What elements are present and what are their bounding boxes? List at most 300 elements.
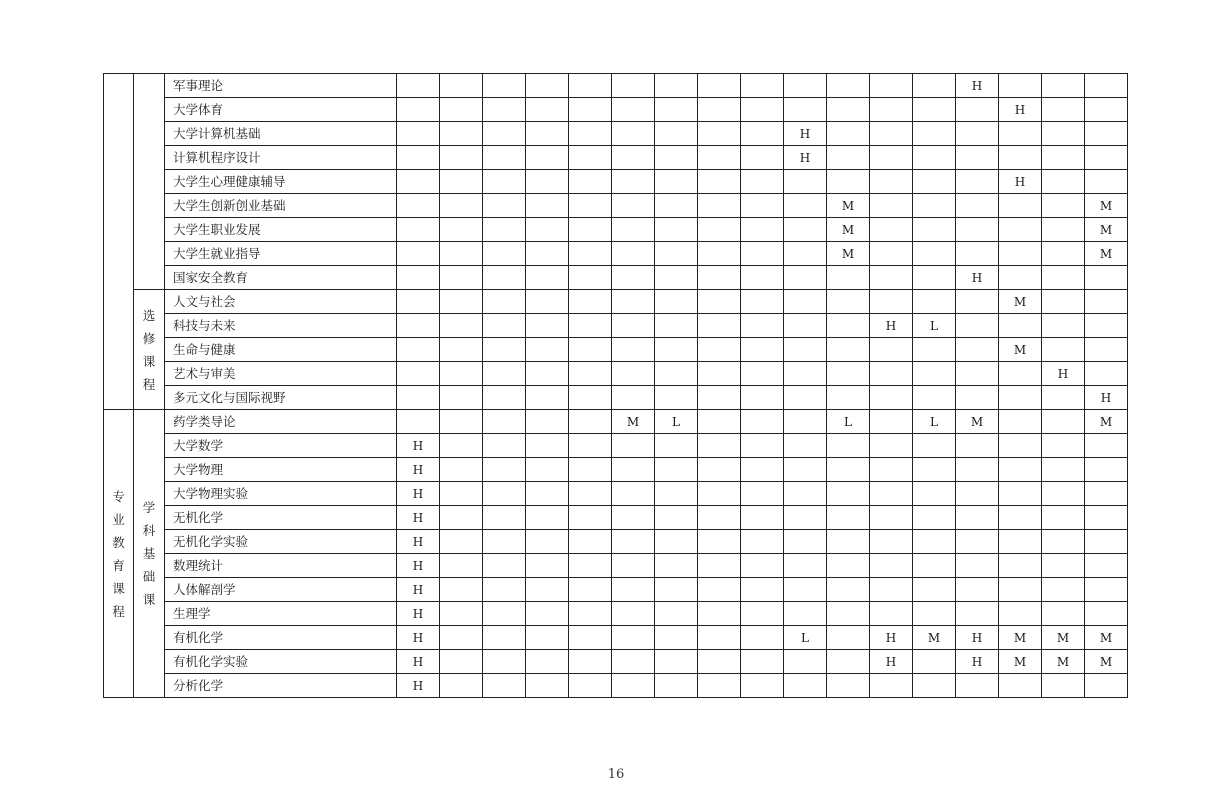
requirement-mark-cell: M bbox=[1085, 410, 1128, 434]
requirement-mark-cell bbox=[440, 98, 483, 122]
requirement-mark-cell bbox=[612, 578, 655, 602]
requirement-mark-cell: H bbox=[1042, 362, 1085, 386]
requirement-mark-cell bbox=[1085, 506, 1128, 530]
requirement-mark-cell bbox=[1085, 98, 1128, 122]
requirement-mark-cell bbox=[698, 290, 741, 314]
requirement-mark-cell: H bbox=[397, 626, 440, 650]
requirement-mark-cell bbox=[956, 482, 999, 506]
requirement-mark-cell bbox=[440, 170, 483, 194]
requirement-mark-cell bbox=[655, 194, 698, 218]
requirement-mark-cell bbox=[612, 122, 655, 146]
table-row bbox=[104, 674, 1128, 698]
table-row bbox=[104, 578, 1128, 602]
table-row bbox=[104, 506, 1128, 530]
course-name: 大学物理实验 bbox=[165, 482, 397, 506]
requirement-mark-cell bbox=[784, 674, 827, 698]
requirement-mark-cell bbox=[655, 578, 698, 602]
requirement-mark-cell bbox=[741, 482, 784, 506]
requirement-mark-cell bbox=[526, 242, 569, 266]
requirement-mark-cell bbox=[483, 146, 526, 170]
requirement-mark-cell bbox=[569, 626, 612, 650]
requirement-mark-cell bbox=[397, 314, 440, 338]
group-label-char: 专 bbox=[112, 488, 125, 504]
requirement-mark-cell bbox=[483, 482, 526, 506]
requirement-mark-cell bbox=[698, 122, 741, 146]
table-row bbox=[104, 314, 1128, 338]
professional-education-group-cell bbox=[104, 410, 134, 698]
requirement-mark-cell bbox=[827, 674, 870, 698]
requirement-mark-cell bbox=[827, 626, 870, 650]
requirement-mark-cell bbox=[956, 386, 999, 410]
requirement-mark-cell bbox=[741, 194, 784, 218]
requirement-mark-cell bbox=[612, 482, 655, 506]
course-name: 生理学 bbox=[165, 602, 397, 626]
requirement-mark-cell bbox=[913, 674, 956, 698]
requirement-mark-cell: H bbox=[999, 98, 1042, 122]
requirement-mark-cell bbox=[870, 386, 913, 410]
requirement-mark-cell: H bbox=[870, 650, 913, 674]
requirement-mark-cell bbox=[440, 194, 483, 218]
requirement-mark-cell bbox=[999, 74, 1042, 98]
requirement-mark-cell bbox=[741, 674, 784, 698]
group-label-char: 课 bbox=[142, 353, 156, 369]
requirement-mark-cell bbox=[741, 170, 784, 194]
requirement-mark-cell bbox=[1085, 266, 1128, 290]
requirement-mark-cell bbox=[397, 98, 440, 122]
requirement-mark-cell bbox=[913, 170, 956, 194]
table-row bbox=[104, 170, 1128, 194]
requirement-mark-cell bbox=[526, 218, 569, 242]
requirement-mark-cell bbox=[870, 506, 913, 530]
requirement-mark-cell bbox=[784, 194, 827, 218]
requirement-mark-cell bbox=[569, 410, 612, 434]
requirement-mark-cell bbox=[741, 602, 784, 626]
requirement-mark-cell bbox=[827, 362, 870, 386]
requirement-mark-cell bbox=[784, 482, 827, 506]
requirement-mark-cell bbox=[999, 530, 1042, 554]
group-label-char: 程 bbox=[142, 376, 156, 392]
requirement-mark-cell bbox=[569, 362, 612, 386]
requirement-mark-cell bbox=[655, 458, 698, 482]
requirement-mark-cell bbox=[526, 434, 569, 458]
requirement-mark-cell bbox=[569, 602, 612, 626]
requirement-mark-cell bbox=[913, 530, 956, 554]
requirement-mark-cell bbox=[827, 98, 870, 122]
requirement-mark-cell bbox=[870, 74, 913, 98]
requirement-mark-cell bbox=[870, 530, 913, 554]
requirement-mark-cell bbox=[440, 386, 483, 410]
requirement-mark-cell bbox=[913, 242, 956, 266]
requirement-mark-cell bbox=[698, 650, 741, 674]
requirement-mark-cell bbox=[741, 578, 784, 602]
requirement-mark-cell bbox=[440, 506, 483, 530]
requirement-mark-cell bbox=[440, 122, 483, 146]
requirement-mark-cell bbox=[741, 122, 784, 146]
requirement-mark-cell bbox=[870, 578, 913, 602]
requirement-mark-cell bbox=[870, 266, 913, 290]
requirement-mark-cell bbox=[956, 338, 999, 362]
table-row bbox=[104, 146, 1128, 170]
requirement-mark-cell: L bbox=[913, 410, 956, 434]
requirement-mark-cell bbox=[913, 362, 956, 386]
requirement-mark-cell bbox=[784, 458, 827, 482]
requirement-mark-cell bbox=[655, 674, 698, 698]
requirement-mark-cell bbox=[655, 482, 698, 506]
requirement-mark-cell bbox=[612, 266, 655, 290]
requirement-mark-cell bbox=[827, 266, 870, 290]
requirement-mark-cell bbox=[655, 314, 698, 338]
requirement-mark-cell bbox=[913, 434, 956, 458]
course-name: 军事理论 bbox=[165, 74, 397, 98]
requirement-mark-cell bbox=[440, 314, 483, 338]
requirement-mark-cell bbox=[999, 578, 1042, 602]
requirement-mark-cell bbox=[526, 458, 569, 482]
requirement-mark-cell bbox=[999, 506, 1042, 530]
requirement-mark-cell bbox=[483, 122, 526, 146]
requirement-mark-cell bbox=[569, 242, 612, 266]
requirement-mark-cell bbox=[612, 290, 655, 314]
requirement-mark-cell bbox=[784, 338, 827, 362]
requirement-mark-cell bbox=[483, 674, 526, 698]
requirement-mark-cell bbox=[655, 170, 698, 194]
requirement-mark-cell: M bbox=[1085, 218, 1128, 242]
requirement-mark-cell: M bbox=[999, 338, 1042, 362]
requirement-mark-cell: L bbox=[827, 410, 870, 434]
course-name: 无机化学实验 bbox=[165, 530, 397, 554]
table-row bbox=[104, 290, 1128, 314]
requirement-mark-cell bbox=[870, 554, 913, 578]
table-row bbox=[104, 530, 1128, 554]
requirement-mark-cell bbox=[698, 674, 741, 698]
requirement-mark-cell bbox=[569, 146, 612, 170]
requirement-mark-cell bbox=[827, 74, 870, 98]
requirement-mark-cell bbox=[741, 218, 784, 242]
requirement-mark-cell bbox=[741, 434, 784, 458]
requirement-mark-cell bbox=[483, 362, 526, 386]
requirement-mark-cell bbox=[956, 98, 999, 122]
requirement-mark-cell bbox=[999, 194, 1042, 218]
requirement-mark-cell bbox=[397, 194, 440, 218]
requirement-mark-cell bbox=[1042, 578, 1085, 602]
requirement-mark-cell bbox=[784, 530, 827, 554]
requirement-mark-cell bbox=[569, 98, 612, 122]
requirement-mark-cell bbox=[655, 434, 698, 458]
requirement-mark-cell bbox=[483, 578, 526, 602]
requirement-mark-cell: H bbox=[397, 434, 440, 458]
requirement-mark-cell: H bbox=[956, 626, 999, 650]
requirement-mark-cell bbox=[526, 290, 569, 314]
requirement-mark-cell bbox=[612, 170, 655, 194]
elective-subgroup-cell bbox=[134, 290, 165, 410]
requirement-mark-cell bbox=[741, 530, 784, 554]
requirement-mark-cell bbox=[913, 458, 956, 482]
course-name: 多元文化与国际视野 bbox=[165, 386, 397, 410]
requirement-mark-cell bbox=[397, 170, 440, 194]
requirement-mark-cell bbox=[784, 506, 827, 530]
course-name: 计算机程序设计 bbox=[165, 146, 397, 170]
requirement-mark-cell bbox=[956, 242, 999, 266]
requirement-mark-cell: H bbox=[397, 554, 440, 578]
requirement-mark-cell bbox=[827, 146, 870, 170]
requirement-mark-cell bbox=[827, 602, 870, 626]
requirement-mark-cell bbox=[827, 122, 870, 146]
requirement-mark-cell: L bbox=[784, 626, 827, 650]
requirement-mark-cell bbox=[526, 506, 569, 530]
group-label-char: 修 bbox=[142, 330, 156, 346]
requirement-mark-cell bbox=[741, 314, 784, 338]
requirement-mark-cell bbox=[1042, 194, 1085, 218]
requirement-mark-cell bbox=[870, 122, 913, 146]
requirement-mark-cell bbox=[612, 554, 655, 578]
requirement-mark-cell bbox=[913, 506, 956, 530]
course-name: 有机化学 bbox=[165, 626, 397, 650]
requirement-mark-cell bbox=[397, 242, 440, 266]
requirement-mark-cell bbox=[612, 458, 655, 482]
requirement-mark-cell bbox=[569, 74, 612, 98]
requirement-mark-cell bbox=[698, 362, 741, 386]
requirement-mark-cell bbox=[784, 290, 827, 314]
requirement-mark-cell: M bbox=[612, 410, 655, 434]
requirement-mark-cell bbox=[483, 242, 526, 266]
requirement-mark-cell: H bbox=[870, 314, 913, 338]
requirement-mark-cell bbox=[870, 242, 913, 266]
requirement-mark-cell bbox=[569, 122, 612, 146]
requirement-mark-cell: H bbox=[397, 482, 440, 506]
general-education-group-cell bbox=[104, 74, 134, 410]
requirement-mark-cell bbox=[440, 578, 483, 602]
requirement-mark-cell bbox=[827, 338, 870, 362]
requirement-mark-cell bbox=[655, 122, 698, 146]
requirement-mark-cell bbox=[741, 506, 784, 530]
requirement-mark-cell bbox=[569, 170, 612, 194]
requirement-mark-cell bbox=[1042, 338, 1085, 362]
requirement-mark-cell bbox=[1042, 74, 1085, 98]
requirement-mark-cell bbox=[655, 218, 698, 242]
requirement-mark-cell: H bbox=[784, 122, 827, 146]
course-name: 无机化学 bbox=[165, 506, 397, 530]
table-row bbox=[104, 554, 1128, 578]
requirement-mark-cell bbox=[655, 266, 698, 290]
course-name: 药学类导论 bbox=[165, 410, 397, 434]
requirement-mark-cell: L bbox=[913, 314, 956, 338]
requirement-mark-cell bbox=[698, 314, 741, 338]
course-name: 科技与未来 bbox=[165, 314, 397, 338]
requirement-mark-cell bbox=[1085, 530, 1128, 554]
requirement-mark-cell bbox=[440, 554, 483, 578]
requirement-mark-cell bbox=[999, 482, 1042, 506]
requirement-mark-cell bbox=[698, 506, 741, 530]
requirement-mark-cell bbox=[526, 578, 569, 602]
requirement-mark-cell bbox=[698, 434, 741, 458]
requirement-mark-cell bbox=[956, 170, 999, 194]
requirement-mark-cell bbox=[698, 170, 741, 194]
requirement-mark-cell bbox=[440, 650, 483, 674]
requirement-mark-cell bbox=[526, 530, 569, 554]
requirement-mark-cell bbox=[397, 266, 440, 290]
course-name: 有机化学实验 bbox=[165, 650, 397, 674]
requirement-mark-cell bbox=[569, 674, 612, 698]
requirement-mark-cell bbox=[870, 674, 913, 698]
requirement-mark-cell bbox=[526, 266, 569, 290]
course-name: 大学数学 bbox=[165, 434, 397, 458]
requirement-mark-cell bbox=[1085, 290, 1128, 314]
requirement-mark-cell bbox=[612, 530, 655, 554]
requirement-mark-cell bbox=[1085, 554, 1128, 578]
course-name: 艺术与审美 bbox=[165, 362, 397, 386]
requirement-mark-cell bbox=[784, 554, 827, 578]
requirement-mark-cell bbox=[483, 410, 526, 434]
requirement-mark-cell bbox=[913, 650, 956, 674]
requirement-mark-cell bbox=[397, 146, 440, 170]
requirement-mark-cell bbox=[698, 194, 741, 218]
requirement-mark-cell bbox=[956, 194, 999, 218]
table-row bbox=[104, 626, 1128, 650]
requirement-mark-cell bbox=[569, 386, 612, 410]
requirement-mark-cell bbox=[913, 554, 956, 578]
requirement-mark-cell bbox=[1042, 602, 1085, 626]
group-label-char: 程 bbox=[112, 603, 125, 619]
matrix-body bbox=[104, 74, 1128, 698]
requirement-mark-cell bbox=[784, 314, 827, 338]
requirement-mark-cell bbox=[913, 602, 956, 626]
requirement-mark-cell bbox=[397, 74, 440, 98]
requirement-mark-cell bbox=[612, 434, 655, 458]
requirement-mark-cell: M bbox=[999, 650, 1042, 674]
requirement-mark-cell bbox=[483, 266, 526, 290]
requirement-mark-cell bbox=[913, 266, 956, 290]
requirement-mark-cell bbox=[870, 362, 913, 386]
requirement-mark-cell: H bbox=[870, 626, 913, 650]
requirement-mark-cell bbox=[1042, 146, 1085, 170]
group-label-char: 科 bbox=[142, 523, 156, 538]
requirement-mark-cell bbox=[526, 338, 569, 362]
requirement-mark-cell bbox=[483, 338, 526, 362]
requirement-mark-cell: H bbox=[397, 506, 440, 530]
requirement-mark-cell bbox=[956, 362, 999, 386]
requirement-mark-cell bbox=[698, 602, 741, 626]
course-name: 人文与社会 bbox=[165, 290, 397, 314]
requirement-mark-cell bbox=[827, 386, 870, 410]
requirement-mark-cell bbox=[741, 554, 784, 578]
requirement-mark-cell bbox=[741, 410, 784, 434]
requirement-mark-cell bbox=[784, 242, 827, 266]
requirement-mark-cell bbox=[655, 290, 698, 314]
requirement-mark-cell bbox=[741, 338, 784, 362]
requirement-mark-cell bbox=[655, 554, 698, 578]
group-label-char: 础 bbox=[142, 569, 156, 584]
course-name: 大学体育 bbox=[165, 98, 397, 122]
requirement-mark-cell bbox=[397, 362, 440, 386]
requirement-mark-cell bbox=[741, 266, 784, 290]
requirement-mark-cell bbox=[1085, 578, 1128, 602]
requirement-mark-cell bbox=[655, 362, 698, 386]
requirement-mark-cell bbox=[440, 674, 483, 698]
requirement-mark-cell bbox=[1042, 530, 1085, 554]
requirement-mark-cell bbox=[698, 482, 741, 506]
requirement-mark-cell bbox=[483, 506, 526, 530]
requirement-mark-cell bbox=[440, 602, 483, 626]
requirement-mark-cell bbox=[526, 650, 569, 674]
requirement-mark-cell bbox=[913, 74, 956, 98]
requirement-mark-cell bbox=[827, 530, 870, 554]
requirement-mark-cell bbox=[526, 674, 569, 698]
requirement-mark-cell bbox=[526, 554, 569, 578]
requirement-mark-cell bbox=[784, 362, 827, 386]
requirement-mark-cell bbox=[526, 362, 569, 386]
requirement-mark-cell bbox=[784, 602, 827, 626]
requirement-mark-cell: M bbox=[1085, 194, 1128, 218]
requirement-mark-cell bbox=[1042, 290, 1085, 314]
requirement-mark-cell bbox=[612, 362, 655, 386]
requirement-mark-cell bbox=[999, 458, 1042, 482]
requirement-mark-cell bbox=[698, 626, 741, 650]
requirement-mark-cell bbox=[870, 482, 913, 506]
requirement-mark-cell bbox=[526, 410, 569, 434]
requirement-mark-cell bbox=[784, 434, 827, 458]
course-name: 国家安全教育 bbox=[165, 266, 397, 290]
course-requirement-matrix bbox=[103, 73, 1128, 698]
requirement-mark-cell: H bbox=[999, 170, 1042, 194]
requirement-mark-cell bbox=[569, 434, 612, 458]
requirement-mark-cell bbox=[999, 674, 1042, 698]
group-label-char: 课 bbox=[112, 580, 125, 596]
requirement-mark-cell bbox=[483, 194, 526, 218]
requirement-mark-cell bbox=[483, 458, 526, 482]
requirement-mark-cell bbox=[526, 122, 569, 146]
requirement-mark-cell bbox=[698, 98, 741, 122]
requirement-mark-cell bbox=[1042, 98, 1085, 122]
requirement-mark-cell bbox=[483, 386, 526, 410]
requirement-mark-cell bbox=[440, 362, 483, 386]
requirement-mark-cell bbox=[698, 554, 741, 578]
requirement-mark-cell bbox=[483, 650, 526, 674]
requirement-mark-cell bbox=[483, 74, 526, 98]
requirement-mark-cell bbox=[483, 170, 526, 194]
table-row bbox=[104, 122, 1128, 146]
requirement-mark-cell bbox=[397, 218, 440, 242]
requirement-mark-cell bbox=[698, 218, 741, 242]
requirement-mark-cell bbox=[741, 98, 784, 122]
table-row bbox=[104, 602, 1128, 626]
requirement-mark-cell bbox=[1042, 674, 1085, 698]
requirement-mark-cell: H bbox=[397, 530, 440, 554]
requirement-mark-cell bbox=[526, 626, 569, 650]
requirement-mark-cell bbox=[870, 194, 913, 218]
requirement-mark-cell bbox=[612, 314, 655, 338]
requirement-mark-cell bbox=[741, 290, 784, 314]
requirement-mark-cell bbox=[913, 98, 956, 122]
requirement-mark-cell bbox=[827, 506, 870, 530]
course-name: 大学生就业指导 bbox=[165, 242, 397, 266]
requirement-mark-cell bbox=[483, 530, 526, 554]
requirement-mark-cell bbox=[999, 554, 1042, 578]
requirement-mark-cell bbox=[698, 458, 741, 482]
requirement-mark-cell: M bbox=[827, 194, 870, 218]
requirement-mark-cell bbox=[569, 482, 612, 506]
table-row bbox=[104, 74, 1128, 98]
requirement-mark-cell bbox=[741, 458, 784, 482]
requirement-mark-cell bbox=[999, 434, 1042, 458]
table-row bbox=[104, 362, 1128, 386]
requirement-mark-cell bbox=[612, 98, 655, 122]
table-row bbox=[104, 434, 1128, 458]
requirement-mark-cell bbox=[440, 146, 483, 170]
requirement-mark-cell bbox=[784, 218, 827, 242]
requirement-mark-cell bbox=[1085, 674, 1128, 698]
requirement-mark-cell bbox=[698, 146, 741, 170]
course-name: 数理统计 bbox=[165, 554, 397, 578]
requirement-mark-cell bbox=[440, 458, 483, 482]
